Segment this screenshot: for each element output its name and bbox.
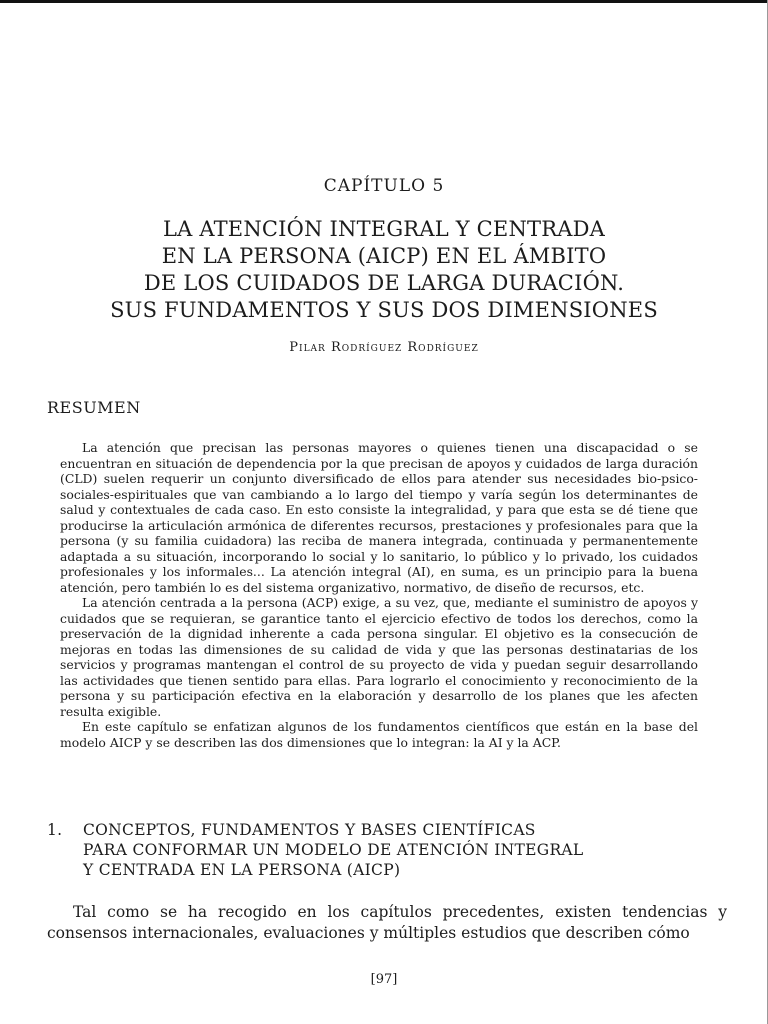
body-paragraph: Tal como se ha recogido en los capítulos precedentes, existen tendencias y consensos internacionales, evaluaciones y múltiples estudios que describen cómo (47, 903, 727, 942)
section-number: 1. (47, 821, 63, 839)
title-line: LA ATENCIÓN INTEGRAL Y CENTRADA (162, 217, 606, 241)
page-number: [97] (370, 972, 398, 987)
title-line: EN LA PERSONA (AICP) EN EL ÁMBITO (161, 244, 607, 268)
section-title-line: Y CENTRADA EN LA PERSONA (AICP) (83, 861, 401, 879)
title-line: DE LOS CUIDADOS DE LARGA DURACIÓN. (143, 271, 625, 295)
abstract (60, 440, 698, 750)
author-name: Pilar Rodríguez Rodríguez (289, 340, 479, 355)
title-line: SUS FUNDAMENTOS Y SUS DOS DIMENSIONES (110, 298, 658, 322)
abstract-heading: RESUMEN (47, 398, 141, 417)
chapter-title (40, 216, 728, 324)
abstract-paragraph: La atención que precisan las personas mayores o quienes tienen una discapacidad o se encuentran en situación de dependencia por la que precisan de apoyos y cuidados de larga duración (CLD) suelen requerir un conjunto diversificado de ellos para atender sus necesidades bio-psico-sociales-espirituales que van cambiando a lo largo del tiempo y varía según los determinantes de salud y contextuales de cada caso. En esto consiste la integralidad, y para que esta se dé tiene que producirse la articulación armónica de diferentes recursos, prestaciones y profesionales para que la persona (y su familia cuidadora) las reciba de manera integrada, continuada y permanentemente adaptada a su situación, incorporando lo social y lo sanitario, lo público y lo privado, los cuidados profesionales y los informales... La atención integral (AI), en suma, es un principio para la buena atención, pero también lo es del sistema organizativo, normativo, de diseño de recursos, etc. (60, 440, 698, 595)
section-title (83, 820, 723, 880)
section-title-line: PARA CONFORMAR UN MODELO DE ATENCIÓN INTEGRAL (83, 841, 584, 859)
chapter-label: CAPÍTULO 5 (323, 176, 445, 196)
section-title-line: CONCEPTOS, FUNDAMENTOS Y BASES CIENTÍFICAS (83, 821, 536, 839)
abstract-paragraph: En este capítulo se enfatizan algunos de los fundamentos científicos que están en la base del modelo AICP y se describen las dos dimensiones que lo integran: la AI y la ACP. (60, 719, 698, 750)
abstract-paragraph: La atención centrada a la persona (ACP) exige, a su vez, que, mediante el suministro de apoyos y cuidados que se requieran, se garantice tanto el ejercicio efectivo de todos los derechos, como la preservación de la dignidad inherente a cada persona singular. El objetivo es la consecución de mejoras en todas las dimensiones de su calidad de vida y que las personas destinatarias de los servicios y programas mantengan el control de su proyecto de vida y puedan seguir desarrollando las actividades que tienen sentido para ellas. Para lograrlo el conocimiento y reconocimiento de la persona y su participación efectiva en la elaboración y desarrollo de los planes que les afecten resulta exigible. (60, 595, 698, 719)
page-top-edge (0, 0, 768, 3)
